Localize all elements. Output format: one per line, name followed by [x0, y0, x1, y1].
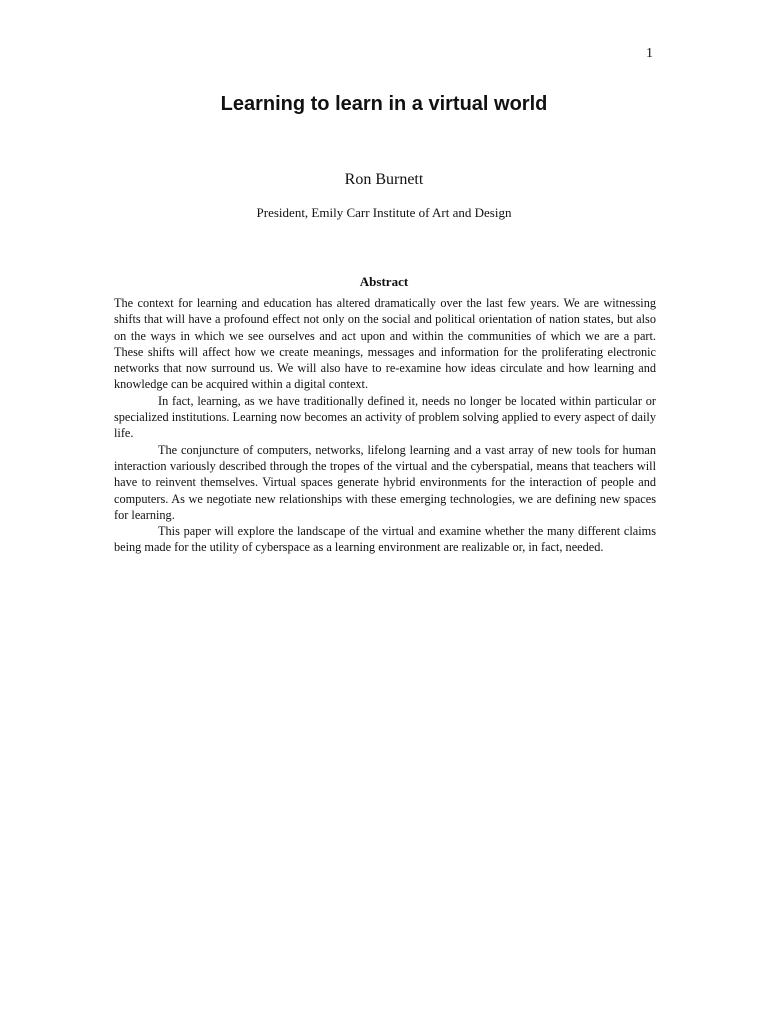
page-number: 1	[646, 46, 653, 61]
author-name: Ron Burnett	[344, 171, 424, 188]
author-affiliation: President, Emily Carr Institute of Art and Design	[256, 205, 512, 220]
abstract-paragraph: In fact, learning, as we have traditionally defined it, needs no longer be located within particular or specialized institutions. Learning now becomes an activity of problem solving applied to every aspect of daily life.	[114, 393, 656, 441]
abstract-paragraph: This paper will explore the landscape of the virtual and examine whether the many different claims being made for the utility of cyberspace as a learning environment are realizable or, in fact, needed.	[114, 524, 656, 555]
abstract-paragraph: The conjuncture of computers, networks, lifelong learning and a vast array of new tools for human interaction variously described through the tropes of the virtual and the cyberspatial, means that teachers will have to reinvent themselves. Virtual spaces generate hybrid environments for the interaction of people and computers. As we negotiate new relationships with these emerging technologies, we are defining new spaces for learning.	[114, 442, 656, 522]
abstract-body	[114, 295, 656, 556]
paper-title: Learning to learn in a virtual world	[220, 93, 548, 115]
abstract-paragraph: The context for learning and education has altered dramatically over the last few years. We are witnessing shifts that will have a profound effect not only on the social and political orientation of nation states, but also on the ways in which we see ourselves and act upon and within the communities of which we are a part. These shifts will affect how we create meanings, messages and information for the proliferating electronic networks that now surround us. We will also have to re-examine how ideas circulate and how learning and knowledge can be acquired within a digital context.	[114, 296, 656, 392]
abstract-heading: Abstract	[359, 274, 409, 289]
